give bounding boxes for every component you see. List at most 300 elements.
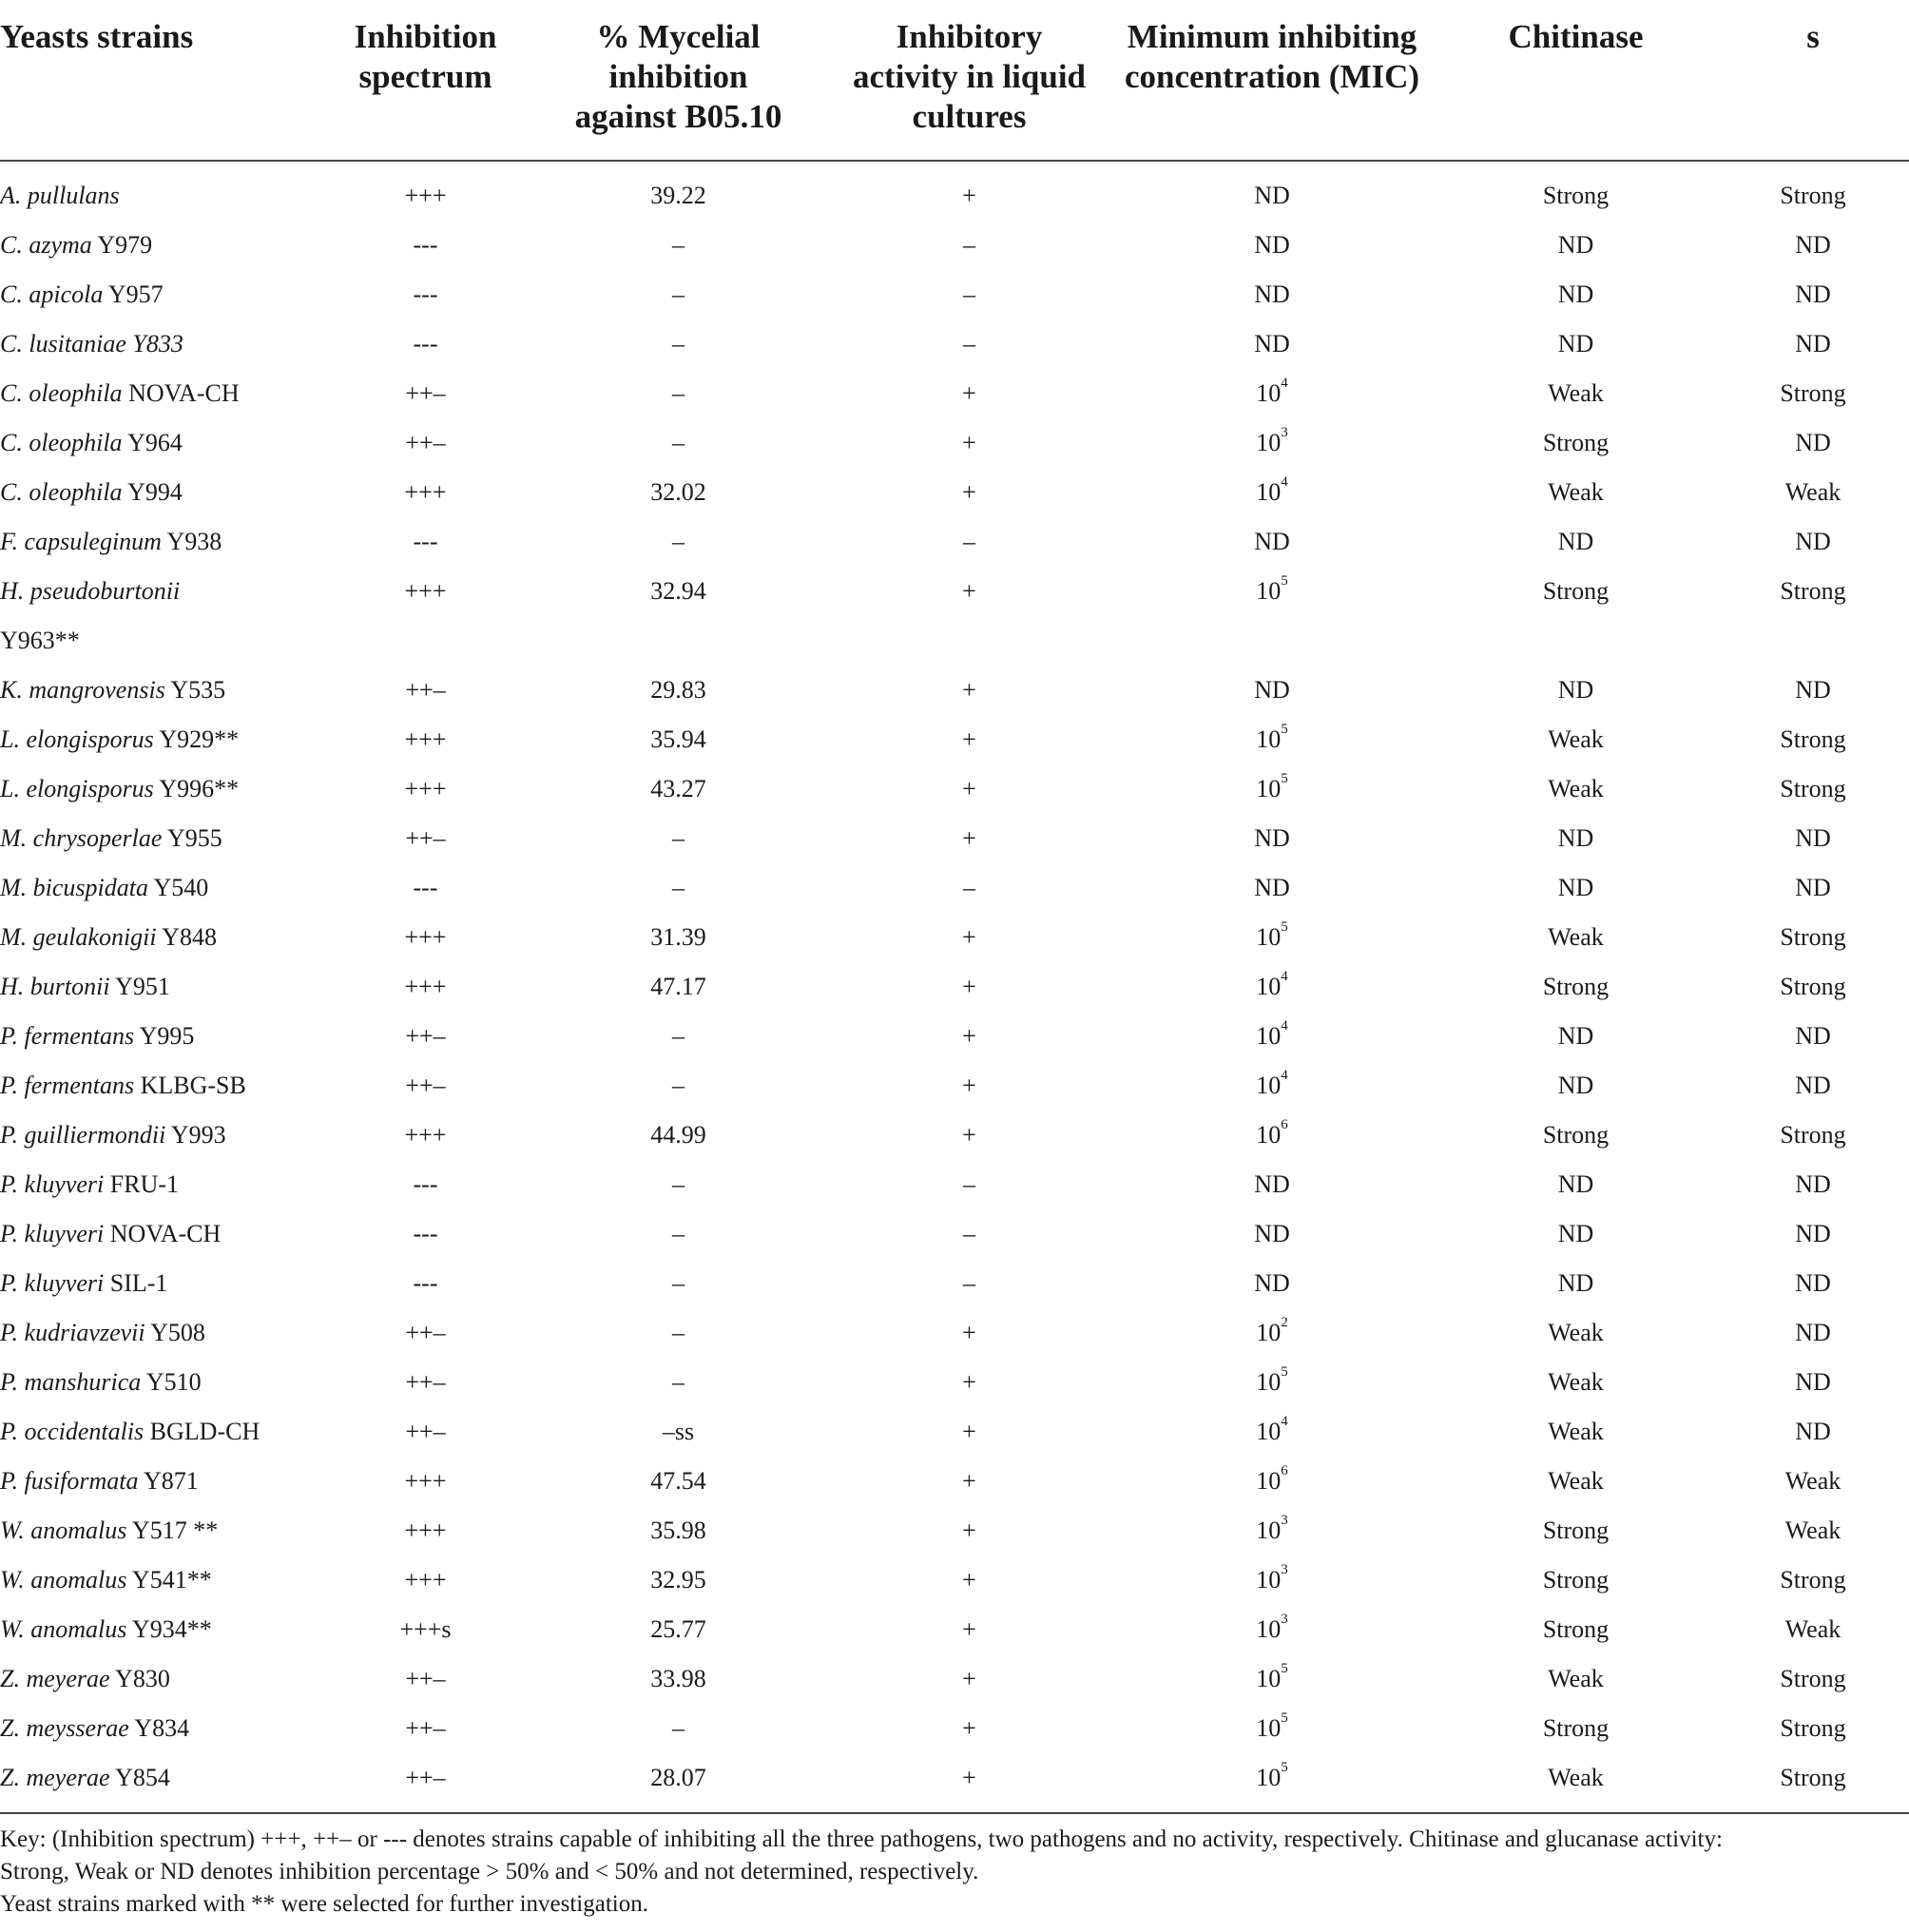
mic-exponent: 2 [1281,1315,1288,1330]
mic-exponent: 5 [1281,573,1288,589]
mycelial-cell: – [672,1269,685,1297]
mic-base: 10 [1256,775,1282,802]
mic-exponent: 5 [1281,1364,1288,1380]
strain-code: KLBG-SB [134,1072,246,1099]
chitinase-cell [1435,616,1717,666]
strain-cell [0,1605,323,1654]
chitinase-cell: ND [1557,1170,1594,1198]
mic-exponent: 4 [1281,474,1288,490]
mycelial-cell: – [672,1170,685,1198]
s-cell: Strong [1780,775,1846,802]
strain-species: P. manshurica [0,1368,142,1396]
table-row [0,1061,1909,1111]
mycelial-cell: – [672,330,685,357]
s-cell: Strong [1780,379,1846,407]
mic-exponent: 5 [1281,919,1288,935]
chitinase-cell: ND [1557,1072,1594,1099]
liquid-activity-cell: + [962,1517,976,1544]
mic-cell [1109,1753,1435,1813]
strain-cell [0,1457,323,1506]
strain-code: Y996** [153,775,240,802]
mic-exponent: 5 [1281,771,1288,786]
liquid-activity-cell: + [962,725,976,753]
mic-base: 10 [1256,1467,1282,1495]
strain-species: P. kluyveri [0,1269,105,1297]
mycelial-cell: – [672,1319,685,1346]
table-footnotes [0,1824,1901,1921]
mic-base: 10 [1256,1368,1282,1396]
chitinase-cell: ND [1557,528,1594,555]
mycelial-cell: –ss [662,1418,695,1445]
s-cell: ND [1795,330,1831,357]
mycelial-cell: – [672,429,685,456]
table-row [0,418,1909,468]
liquid-activity-cell: – [963,874,975,901]
table-row [0,468,1909,517]
header-s [1717,0,1909,161]
strain-species: F. capsuleginum [0,528,162,555]
strain-species: W. anomalus [0,1517,127,1544]
strain-cell [0,1308,323,1358]
liquid-activity-cell: + [962,1319,976,1346]
mycelial-cell: 32.95 [650,1566,706,1594]
table-row [0,270,1909,319]
s-cell: Strong [1780,1714,1846,1742]
strain-code: Y995 [134,1022,195,1050]
liquid-activity-cell: + [962,429,976,456]
s-cell: ND [1795,1170,1831,1198]
strain-cell [0,1506,323,1555]
spectrum-cell: ++– [405,379,446,407]
strain-code: BGLD-CH [144,1418,260,1445]
mic-base: ND [1254,330,1290,357]
spectrum-cell: +++ [404,1566,447,1594]
mic-base: 10 [1256,973,1282,1000]
strain-code: Y834 [128,1714,190,1742]
strain-species: P. fermentans [0,1022,135,1050]
strain-code: NOVA-CH [104,1220,222,1247]
header-line: spectrum [358,58,492,95]
strain-species: P. fermentans [0,1072,135,1099]
chitinase-cell: Strong [1542,182,1610,209]
mycelial-cell: – [672,1368,685,1396]
spectrum-cell: ++– [405,1764,446,1791]
s-cell: Strong [1780,1764,1846,1791]
strain-species: P. fusiformata [0,1467,139,1495]
liquid-activity-cell: + [962,182,976,209]
spectrum-cell: ++– [405,676,446,704]
mic-cell [1109,1555,1435,1605]
spectrum-cell: ++– [405,824,446,852]
strain-code: Y938 [161,528,222,555]
liquid-activity-cell: – [963,280,975,308]
strain-code: Y963** [0,627,80,654]
strain-cell [0,1654,323,1704]
chitinase-cell: Strong [1542,1714,1610,1742]
mycelial-cell: 35.98 [650,1517,706,1544]
table-row [0,913,1909,962]
strain-species: P. kluyveri [0,1220,105,1247]
strain-species: P. kluyveri [0,1170,105,1198]
mic-cell [1109,270,1435,319]
spectrum-cell: +++ [404,1467,447,1495]
strain-code: NOVA-CH [122,379,240,407]
strain-species: C. azyma [0,231,92,259]
s-cell: ND [1795,1368,1831,1396]
strain-cell [0,161,323,221]
spectrum-cell: ++– [405,1319,446,1346]
chitinase-cell: Weak [1548,379,1604,407]
mic-base: ND [1254,1170,1290,1198]
table-row [0,1654,1909,1704]
liquid-activity-cell: – [963,528,975,555]
strain-species: H. pseudoburtonii [0,577,181,605]
mycelial-cell: – [672,379,685,407]
spectrum-cell: ++– [405,1022,446,1050]
strain-species: L. elongisporus [0,775,154,802]
s-cell: Strong [1780,725,1846,753]
strain-cell [0,863,323,913]
chitinase-cell: Weak [1548,1467,1604,1495]
header-mic [1109,0,1435,161]
header-line: Chitinase [1508,18,1644,55]
spectrum-cell: --- [413,528,438,555]
s-cell: ND [1795,676,1831,704]
table-row [0,1506,1909,1555]
spectrum-cell: --- [413,231,438,259]
mic-base: ND [1254,528,1290,555]
mic-base: 10 [1256,478,1282,506]
mic-exponent: 4 [1281,376,1288,391]
spectrum-cell: ++– [405,429,446,456]
header-line: Inhibition [354,18,497,55]
mic-base: ND [1254,824,1290,852]
strain-cell [0,1753,323,1813]
chitinase-cell: Strong [1542,1517,1610,1544]
mic-cell [1109,962,1435,1012]
chitinase-cell: Weak [1548,923,1604,951]
mic-exponent: 6 [1281,1117,1288,1132]
liquid-activity-cell [829,616,1109,666]
mic-cell [1109,814,1435,863]
mic-exponent: 5 [1281,1710,1288,1726]
strain-species: C. oleophila [0,429,123,456]
strain-cell [0,567,323,616]
strain-cell [0,1061,323,1111]
chitinase-cell: Weak [1548,1319,1604,1346]
spectrum-cell: --- [413,330,438,357]
spectrum-cell: +++s [399,1615,452,1643]
mic-base: 10 [1256,577,1282,605]
chitinase-cell: Weak [1548,1665,1604,1692]
mic-exponent: 3 [1281,1612,1288,1627]
liquid-activity-cell: + [962,478,976,506]
strain-cell [0,1407,323,1457]
mic-cell [1109,1605,1435,1654]
mic-base: 10 [1256,379,1282,407]
table-row [0,517,1909,567]
strain-cell [0,616,323,666]
liquid-activity-cell: – [963,330,975,357]
spectrum-cell: --- [413,1220,438,1247]
chitinase-cell: Strong [1542,1121,1610,1149]
liquid-activity-cell: + [962,1764,976,1791]
table-row [0,666,1909,715]
footnote-selected: Yeast strains marked with ** were selected for further investigation. [0,1891,648,1917]
strain-cell [0,1111,323,1160]
table-row [0,764,1909,814]
header-yeasts-strains [0,0,323,161]
strain-species: Z. meyerae [0,1665,110,1692]
spectrum-cell: ++– [405,1714,446,1742]
chitinase-cell: ND [1557,874,1594,901]
liquid-activity-cell: – [963,1269,975,1297]
s-cell: ND [1795,1319,1831,1346]
s-cell: Strong [1780,1121,1846,1149]
chitinase-cell: ND [1557,280,1594,308]
table-row [0,1407,1909,1457]
mycelial-cell: 32.94 [650,577,706,605]
mic-cell [1109,1160,1435,1209]
chitinase-cell: Weak [1548,1368,1604,1396]
mic-exponent: 4 [1281,969,1288,984]
strain-species: P. occidentalis [0,1418,145,1445]
s-cell: ND [1795,1269,1831,1297]
mic-base: 10 [1256,1121,1282,1149]
s-cell: ND [1795,429,1831,456]
mycelial-cell: 35.94 [650,725,706,753]
strain-species: K. mangrovensis [0,676,165,704]
spectrum-cell: +++ [404,577,447,605]
strain-cell [0,468,323,517]
chitinase-cell: Strong [1542,1615,1610,1643]
mycelial-cell: – [672,1714,685,1742]
spectrum-cell: +++ [404,1121,447,1149]
strain-code: Y979 [91,231,153,259]
chitinase-cell: ND [1557,676,1594,704]
table-row [0,567,1909,616]
strain-code: Y540 [148,874,209,901]
mic-exponent: 5 [1281,722,1288,737]
table-row [0,1555,1909,1605]
chitinase-cell: Strong [1542,577,1610,605]
strain-cell [0,1259,323,1308]
s-cell: ND [1795,280,1831,308]
s-cell: ND [1795,1072,1831,1099]
header-line: against B05.10 [574,98,782,135]
footnote-key-line-1: Key: (Inhibition spectrum) +++, ++– or --- denotes strains capable of inhibiting all the three pathogens, two pathogens and no activity, respectively. Chitinase and glucanase activity: [0,1826,1723,1852]
mic-cell [1109,221,1435,270]
strain-cell [0,418,323,468]
strain-species: Z. meysserae [0,1714,129,1742]
strain-cell [0,1209,323,1259]
mycelial-cell: 47.17 [650,973,706,1000]
liquid-activity-cell: + [962,676,976,704]
strain-cell [0,764,323,814]
s-cell: Weak [1784,1517,1842,1544]
spectrum-cell: ++– [405,1368,446,1396]
strain-cell [0,369,323,418]
s-cell: Strong [1780,1665,1846,1692]
mycelial-cell: – [672,1220,685,1247]
spectrum-cell: +++ [404,478,447,506]
mic-cell [1109,715,1435,764]
footnote-key-line-2: Strong, Weak or ND denotes inhibition percentage > 50% and < 50% and not determined, respectively. [0,1859,979,1884]
spectrum-cell: --- [413,1269,438,1297]
strain-code: Y848 [156,923,217,951]
liquid-activity-cell: + [962,824,976,852]
strain-species: W. anomalus [0,1566,127,1594]
strain-code: Y871 [138,1467,199,1495]
mic-base: 10 [1256,1517,1282,1544]
table-row [0,369,1909,418]
strain-code: Y517 ** [126,1517,219,1544]
spectrum-cell: ++– [405,1418,446,1445]
spectrum-cell: ++– [405,1072,446,1099]
chitinase-cell: ND [1557,330,1594,357]
header-liquid-activity [829,0,1109,161]
strain-species: P. kudriavzevii [0,1319,145,1346]
mycelial-cell: 43.27 [650,775,706,802]
strain-code: Y957 [103,280,164,308]
mic-cell [1109,1654,1435,1704]
mic-exponent: 4 [1281,1018,1288,1034]
table-row [0,1308,1909,1358]
strain-species: H. burtonii [0,973,110,1000]
chitinase-cell: Weak [1548,775,1604,802]
liquid-activity-cell: + [962,1418,976,1445]
spectrum-cell: +++ [404,973,447,1000]
spectrum-cell: +++ [404,182,447,209]
mic-cell [1109,319,1435,369]
s-cell: Strong [1780,973,1846,1000]
strain-code: Y541** [126,1566,212,1594]
table-row [0,319,1909,369]
strain-code: Y929** [153,725,240,753]
strain-species: C. oleophila [0,379,123,407]
strain-cell [0,666,323,715]
mycelial-cell: – [672,1022,685,1050]
strain-code: FRU-1 [104,1170,180,1198]
mic-base: 10 [1256,1319,1282,1346]
header-line: s [1806,18,1820,55]
chitinase-cell: ND [1557,1022,1594,1050]
strain-cell [0,913,323,962]
mycelial-cell: 28.07 [650,1764,706,1791]
mic-base: 10 [1256,725,1282,753]
header-row [0,0,1909,161]
s-cell: ND [1795,874,1831,901]
mic-cell [1109,567,1435,616]
strain-cell [0,1704,323,1753]
strain-species: C. oleophila [0,478,123,506]
mic-exponent: 3 [1281,425,1288,440]
mic-base: 10 [1256,923,1282,951]
liquid-activity-cell: + [962,1566,976,1594]
mic-base: ND [1254,1269,1290,1297]
liquid-activity-cell: + [962,1022,976,1050]
strain-code: Y854 [109,1764,170,1791]
strain-code: Y535 [164,676,226,704]
strain-cell [0,1358,323,1407]
mic-cell [1109,1457,1435,1506]
mycelial-cell: – [672,1072,685,1099]
header-line: % Mycelial [596,18,761,55]
mic-base: ND [1254,182,1290,209]
mic-base: 10 [1256,1022,1282,1050]
mic-base: 10 [1256,1072,1282,1099]
liquid-activity-cell: + [962,1714,976,1742]
strain-species: M. bicuspidata [0,874,148,901]
chitinase-cell: ND [1557,1269,1594,1297]
liquid-activity-cell: – [963,231,975,259]
header-line: Inhibitory [896,18,1043,55]
table-row [0,1259,1909,1308]
header-line: Yeasts strains [0,18,194,55]
chitinase-cell: ND [1557,1220,1594,1247]
liquid-activity-cell: + [962,1467,976,1495]
mic-cell [1109,863,1435,913]
liquid-activity-cell: + [962,973,976,1000]
table-row [0,161,1909,221]
strain-species: W. anomalus [0,1615,127,1643]
table-row [0,1753,1909,1813]
table-row [0,1457,1909,1506]
table-row [0,1605,1909,1654]
table-row [0,1012,1909,1061]
mic-exponent: 3 [1281,1562,1288,1577]
chitinase-cell: Weak [1548,478,1604,506]
mic-cell [1109,1061,1435,1111]
spectrum-cell: --- [413,280,438,308]
mic-cell [1109,1704,1435,1753]
liquid-activity-cell: + [962,775,976,802]
spectrum-cell: --- [413,874,438,901]
mic-base: ND [1254,231,1290,259]
mic-exponent: 6 [1281,1463,1288,1478]
mic-cell [1109,161,1435,221]
mic-cell [1109,1506,1435,1555]
header-line: activity in liquid [852,58,1087,95]
mic-base: ND [1254,280,1290,308]
mic-cell [1109,1209,1435,1259]
strain-cell [0,715,323,764]
s-cell: ND [1795,824,1831,852]
mic-base: 10 [1256,1714,1282,1742]
strain-code: Y510 [141,1368,202,1396]
strain-cell [0,319,323,369]
strain-cell [0,270,323,319]
strain-species: M. chrysoperlae [0,824,163,852]
mycelial-cell: – [672,280,685,308]
table-row [0,814,1909,863]
s-cell: Strong [1780,577,1846,605]
spectrum-cell: +++ [404,1517,447,1544]
s-cell: Strong [1780,182,1846,209]
mic-cell [1109,468,1435,517]
mic-cell [1109,369,1435,418]
header-inhibition-spectrum [323,0,528,161]
s-cell: Weak [1784,1615,1842,1643]
strain-cell [0,1160,323,1209]
s-cell: Weak [1784,1467,1842,1495]
s-cell: Strong [1780,1566,1846,1594]
mic-cell [1109,616,1435,666]
liquid-activity-cell: + [962,1121,976,1149]
mycelial-cell: – [672,874,685,901]
mycelial-cell [528,616,829,666]
mic-exponent: 4 [1281,1068,1288,1083]
